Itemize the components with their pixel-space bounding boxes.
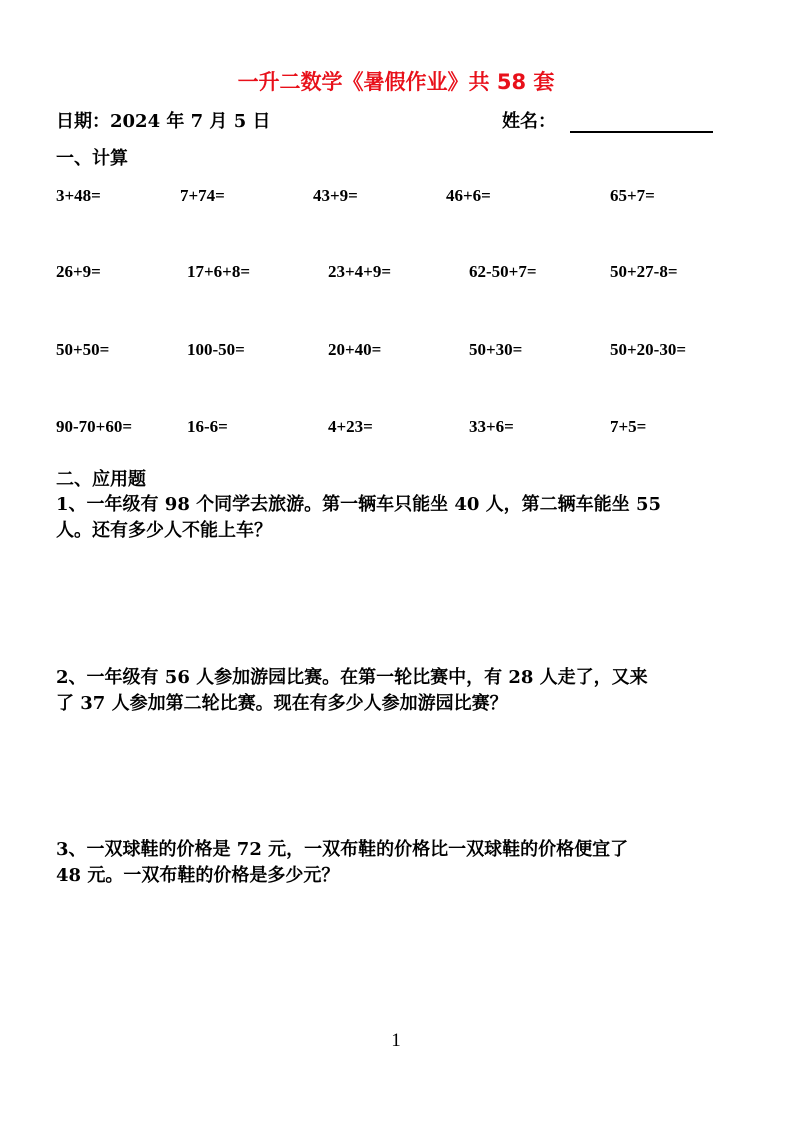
page-number: 1 [391,1030,401,1051]
calc-item: 90-70+60= [56,417,133,436]
calc-item: 50+30= [469,340,523,359]
calc-item: 100-50= [187,340,245,359]
calc-item: 7+74= [180,186,225,205]
calc-item: 26+9= [56,262,101,281]
calc-item: 17+6+8= [187,262,251,281]
calc-item: 65+7= [610,186,655,205]
problem-text-line: 48 元。一双布鞋的价格是多少元？ [56,865,340,886]
calc-item: 3+48= [56,186,101,205]
calc-item: 23+4+9= [328,262,392,281]
date-label: 日期：2024 年 7 月 5 日 [56,111,271,132]
problem-text-line: 3、一双球鞋的价格是 72 元，一双布鞋的价格比一双球鞋的价格便宜了 [56,839,629,860]
name-blank-line[interactable] [570,131,713,133]
calc-item: 50+50= [56,340,110,359]
word-problem-2 [56,665,746,717]
calc-item: 4+23= [328,417,373,436]
calc-item: 43+9= [313,186,358,205]
problem-text-line: 人。还有多少人不能上车？ [56,520,272,541]
calc-item: 16-6= [187,417,228,436]
problem-text-line: 了 37 人参加第二轮比赛。现在有多少人参加游园比赛？ [56,693,508,714]
calc-item: 20+40= [328,340,382,359]
calc-item: 46+6= [446,186,491,205]
calc-item: 33+6= [469,417,514,436]
word-problem-3 [56,837,746,889]
calc-item: 62-50+7= [469,262,537,281]
problem-text-line: 1、一年级有 98 个同学去旅游。第一辆车只能坐 40 人，第二辆车能坐 55 [56,494,662,515]
section-word-problems-heading: 二、应用题 [56,469,146,490]
calc-item: 50+20-30= [610,340,687,359]
word-problem-1 [56,492,746,544]
name-label: 姓名： [502,111,556,132]
calc-item: 50+27-8= [610,262,678,281]
problem-text-line: 2、一年级有 56 人参加游园比赛。在第一轮比赛中，有 28 人走了，又来 [56,667,648,688]
worksheet-title: 一升二数学《暑假作业》共 58 套 [237,70,555,94]
calc-item: 7+5= [610,417,647,436]
section-calc-heading: 一、计算 [56,148,128,169]
